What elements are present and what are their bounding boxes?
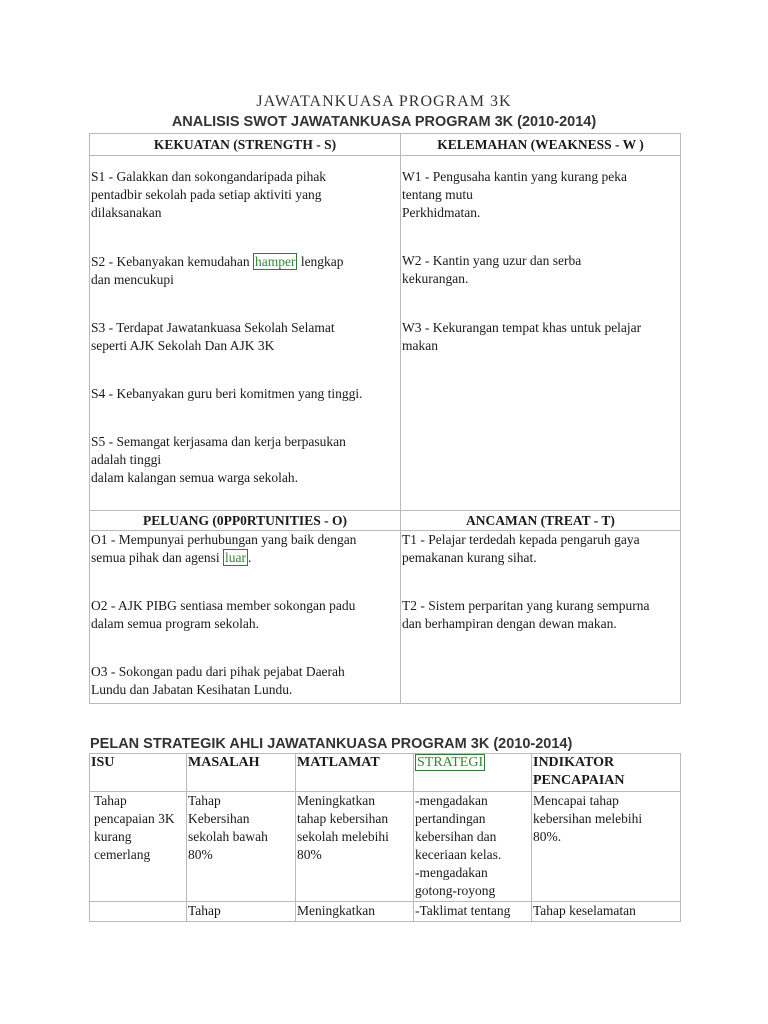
weaknesses-cell <box>401 156 681 511</box>
plan-header-strategi <box>414 754 532 792</box>
strength-header: KEKUATAN (STRENGTH - S) <box>90 134 401 156</box>
plan-row1-masalah <box>187 792 296 902</box>
strength-s1-line3: dilaksanakan <box>91 205 162 220</box>
plan-row2-masalah: Tahap <box>187 902 296 922</box>
weakness-w2-line1: W2 - Kantin yang uzur dan serba <box>402 253 582 268</box>
threat-t2-line1: T2 - Sistem perparitan yang kurang sempurna <box>402 598 650 613</box>
strategi-link[interactable]: STRATEGI <box>417 755 484 770</box>
isu-line: kurang <box>94 829 132 844</box>
masalah-line: 80% <box>188 847 213 862</box>
strength-s2-line1: S2 - Kebanyakan kemudahan hamper lengkap <box>91 254 344 269</box>
strengths-cell <box>90 156 401 511</box>
masalah-line: Kebersihan <box>188 811 250 826</box>
weakness-header: KELEMAHAN (WEAKNESS - W ) <box>401 134 681 156</box>
strength-s5-line1: S5 - Semangat kerjasama dan kerja berpasukan <box>91 434 346 449</box>
weakness-w2-line2: kekurangan. <box>402 271 469 286</box>
plan-table <box>89 753 681 922</box>
strategi-line: pertandingan <box>415 811 486 826</box>
strategi-line: -mengadakan <box>415 793 488 808</box>
matlamat-line: Meningkatkan <box>297 793 375 808</box>
threat-t1-line2: pemakanan kurang sihat. <box>402 550 537 565</box>
strategi-line: kebersihan dan <box>415 829 497 844</box>
strength-s2-line2: dan mencukupi <box>91 272 174 287</box>
plan-row2-strategi: -Taklimat tentang <box>414 902 532 922</box>
weakness-w1-line2: tentang mutu <box>402 187 473 202</box>
strength-s3-line2: seperti AJK Sekolah Dan AJK 3K <box>91 338 275 353</box>
opportunity-o3-line1: O3 - Sokongan padu dari pihak pejabat Daerah <box>91 664 345 679</box>
opportunity-o1-line2: semua pihak dan agensi luar . <box>91 550 252 565</box>
threats-cell <box>401 531 681 704</box>
plan-row2-indikator: Tahap keselamatan <box>532 902 681 922</box>
plan-header-isu: ISU <box>90 754 187 792</box>
plan-header-indikator: INDIKATOR PENCAPAIAN <box>532 754 681 792</box>
opportunity-o3-line2: Lundu dan Jabatan Kesihatan Lundu. <box>91 682 293 697</box>
masalah-line: Tahap <box>188 793 221 808</box>
opportunity-o2-line1: O2 - AJK PIBG sentiasa member sokongan padu <box>91 598 356 613</box>
threat-t2-line2: dan berhampiran dengan dewan makan. <box>402 616 617 631</box>
plan-header-masalah: MASALAH <box>187 754 296 792</box>
indikator-line: 80%. <box>533 829 562 844</box>
masalah-line: sekolah bawah <box>188 829 268 844</box>
plan-row1-isu <box>90 792 187 902</box>
weakness-w3-line1: W3 - Kekurangan tempat khas untuk pelajar <box>402 320 642 335</box>
strength-s3-line1: S3 - Terdapat Jawatankuasa Sekolah Selamat <box>91 320 335 335</box>
matlamat-line: sekolah melebihi <box>297 829 389 844</box>
matlamat-line: 80% <box>297 847 322 862</box>
strength-s5-line2: adalah tinggi <box>91 452 162 467</box>
plan-row1-matlamat <box>296 792 414 902</box>
indikator-line: kebersihan melebihi <box>533 811 643 826</box>
swot-title: ANALISIS SWOT JAWATANKUASA PROGRAM 3K (2010-2014) <box>171 114 597 130</box>
threat-t1-line1: T1 - Pelajar terdedah kepada pengaruh gaya <box>402 532 640 547</box>
plan-row1-indikator <box>532 792 681 902</box>
document-title: JAWATANKUASA PROGRAM 3K <box>256 93 512 110</box>
strength-s4: S4 - Kebanyakan guru beri komitmen yang tinggi. <box>91 386 363 401</box>
opportunity-o2-line2: dalam semua program sekolah. <box>91 616 259 631</box>
plan-header-matlamat: MATLAMAT <box>296 754 414 792</box>
plan-title: PELAN STRATEGIK AHLI JAWATANKUASA PROGRAM 3K (2010-2014) <box>90 736 573 752</box>
opportunities-cell <box>90 531 401 704</box>
matlamat-line: tahap kebersihan <box>297 811 389 826</box>
strategi-line: keceriaan kelas. <box>415 847 502 862</box>
weakness-w1-line3: Perkhidmatan. <box>402 205 481 220</box>
isu-line: pencapaian 3K <box>94 811 175 826</box>
weakness-w3-line2: makan <box>402 338 438 353</box>
swot-table <box>89 133 681 704</box>
strength-s1-line2: pentadbir sekolah pada setiap aktiviti yang <box>91 187 322 202</box>
strategi-line: -mengadakan <box>415 865 488 880</box>
indikator-line: Mencapai tahap <box>533 793 619 808</box>
opportunity-o1-line1: O1 - Mempunyai perhubungan yang baik dengan <box>91 532 357 547</box>
threat-header: ANCAMAN (TREAT - T) <box>401 511 681 531</box>
plan-row2-matlamat: Meningkatkan <box>296 902 414 922</box>
opportunities-header: PELUANG (0PP0RTUNITIES - O) <box>90 511 401 531</box>
isu-line: Tahap <box>94 793 127 808</box>
isu-line: cemerlang <box>94 847 151 862</box>
weakness-w1-line1: W1 - Pengusaha kantin yang kurang peka <box>402 169 627 184</box>
plan-row1-strategi <box>414 792 532 902</box>
plan-row2-isu <box>90 902 187 922</box>
strategi-line: gotong-royong <box>415 883 496 898</box>
strength-s5-line3: dalam kalangan semua warga sekolah. <box>91 470 299 485</box>
hamper-link[interactable]: hamper <box>254 254 296 269</box>
luar-link[interactable]: luar <box>224 550 246 565</box>
strength-s1-line1: S1 - Galakkan dan sokongandaripada pihak <box>91 169 327 184</box>
